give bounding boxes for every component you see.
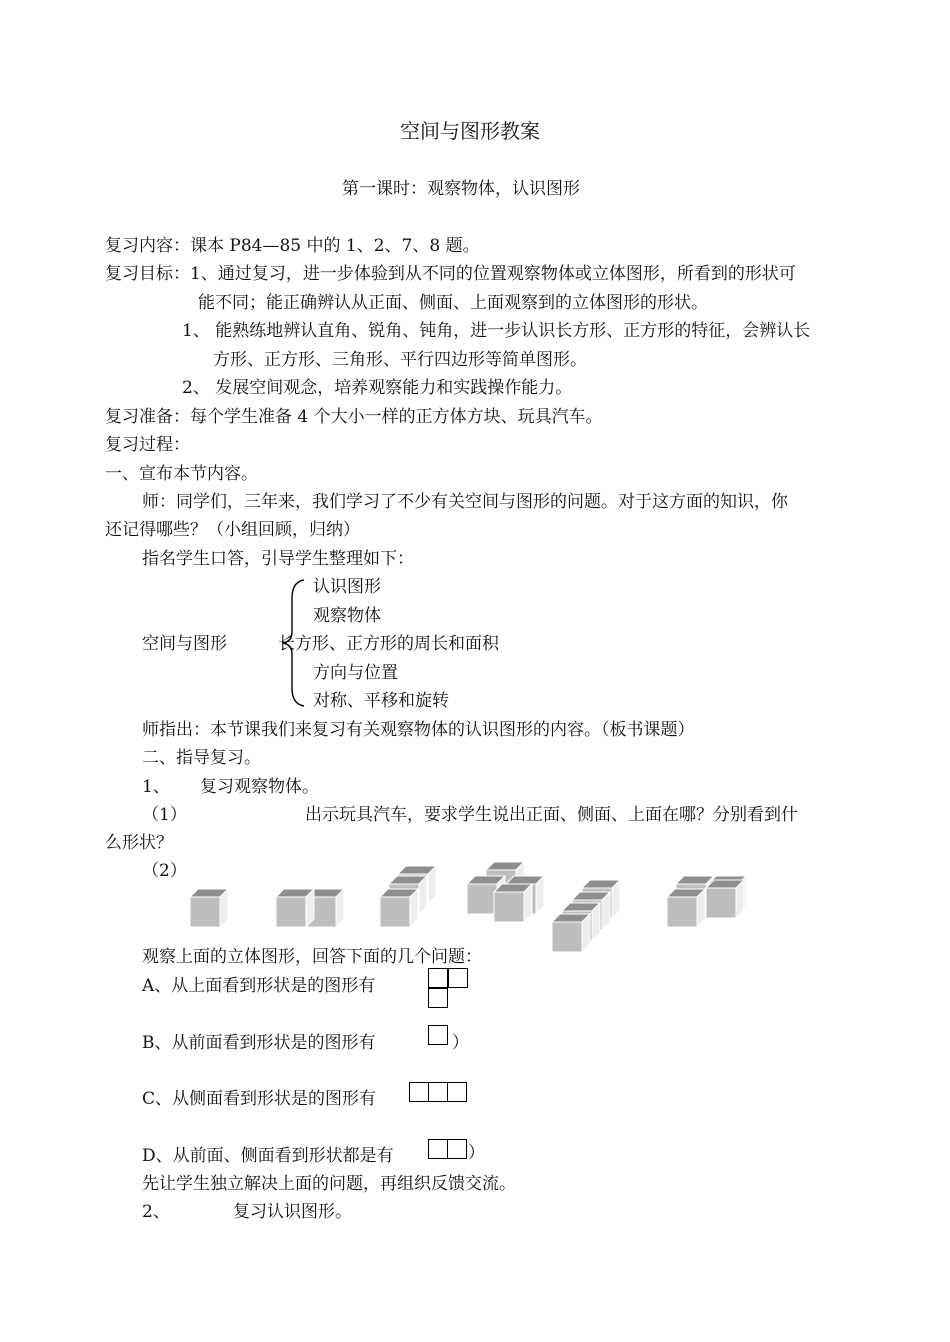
tree-root: 空间与图形 xyxy=(142,634,227,654)
cube-figure-6 xyxy=(667,876,746,927)
review-goal-2: 1、 能熟练地辨认直角、锐角、钝角，进一步认识长方形、正方形的特征，会辨认长 xyxy=(182,321,811,341)
tree-item: 对称、平移和旋转 xyxy=(313,691,449,711)
question-c: C、从侧面看到形状是的图形有 xyxy=(142,1089,377,1109)
cube-figure-1 xyxy=(190,889,228,927)
review-goal-1: 复习目标：1、通过复习，进一步体验到从不同的位置观察物体或立体图形，所看到的形状可 xyxy=(105,264,796,284)
question-1-text: 出示玩具汽车，要求学生说出正面、侧面、上面在哪？分别看到什 xyxy=(305,805,798,825)
independent-note: 先让学生独立解决上面的问题，再组织反馈交流。 xyxy=(142,1174,516,1194)
teacher-line: 师：同学们，三年来，我们学习了不少有关空间与图形的问题。对于这方面的知识，你 xyxy=(142,492,788,512)
question-d-tail: ） xyxy=(468,1143,485,1163)
review-goal-1-cont: 能不同；能正确辨认从正面、侧面、上面观察到的立体图形的形状。 xyxy=(198,293,708,313)
page-title: 空间与图形教案 xyxy=(400,119,540,143)
step-1-heading: 一、宣布本节内容。 xyxy=(105,464,258,484)
review-goal-3: 2、 发展空间观念，培养观察能力和实践操作能力。 xyxy=(182,378,573,398)
answer-box-b xyxy=(428,1025,448,1045)
cube-figure-4 xyxy=(467,862,544,922)
cube-figure-3 xyxy=(380,866,436,927)
question-b: B、从前面看到形状是的图形有 xyxy=(142,1033,376,1053)
question-a: A、从上面看到形状是的图形有 xyxy=(142,976,376,996)
tree-item: 认识图形 xyxy=(313,577,381,597)
question-d: D、从前面、侧面看到形状都是有 xyxy=(142,1146,394,1166)
review-prep: 复习准备：每个学生准备 4 个大小一样的正方体方块、玩具汽车。 xyxy=(105,407,603,427)
question-b-tail: ） xyxy=(452,1033,469,1053)
tree-item: 方向与位置 xyxy=(313,663,398,683)
review-goal-2-cont: 方形、正方形、三角形、平行四边形等简单图形。 xyxy=(213,350,587,370)
review-process: 复习过程： xyxy=(105,435,190,455)
teacher-point: 师指出：本节课我们来复习有关观察物体的认识图形的内容。（板书课题） xyxy=(142,720,695,740)
step-2-heading: 二、指导复习。 xyxy=(142,748,261,768)
teacher-line-cont: 还记得哪些？（小组回顾，归纳） xyxy=(105,520,360,540)
answer-box-a xyxy=(428,968,448,988)
answer-box-c xyxy=(428,1082,448,1102)
sub-2-text: 复习认识图形。 xyxy=(233,1202,352,1222)
answer-box-d xyxy=(447,1139,467,1159)
lesson-subtitle: 第一课时：观察物体，认识图形 xyxy=(342,179,580,199)
name-students: 指名学生口答，引导学生整理如下： xyxy=(142,549,414,569)
sub-2-number: 2、 xyxy=(142,1202,170,1222)
sub-1-number: 1、 xyxy=(142,777,170,797)
observe-instruction: 观察上面的立体图形，回答下面的几个问题： xyxy=(142,947,482,967)
cube-figure-2 xyxy=(276,889,344,927)
sub-1-text: 复习观察物体。 xyxy=(200,777,319,797)
tree-item: 观察物体 xyxy=(313,606,381,626)
review-content: 复习内容：课本 P84—85 中的 1、2、7、8 题。 xyxy=(105,236,480,256)
answer-box-a xyxy=(448,968,468,988)
answer-box-a xyxy=(428,988,448,1008)
question-1-text-cont: 么形状？ xyxy=(105,833,173,853)
answer-box-c xyxy=(447,1082,467,1102)
answer-box-d xyxy=(428,1139,448,1159)
answer-box-c xyxy=(409,1082,429,1102)
tree-item: 长方形、正方形的周长和面积 xyxy=(278,634,499,654)
cube-figure-5 xyxy=(552,880,620,952)
question-1-number: （1） xyxy=(142,805,187,825)
question-2-number: （2） xyxy=(142,861,187,881)
